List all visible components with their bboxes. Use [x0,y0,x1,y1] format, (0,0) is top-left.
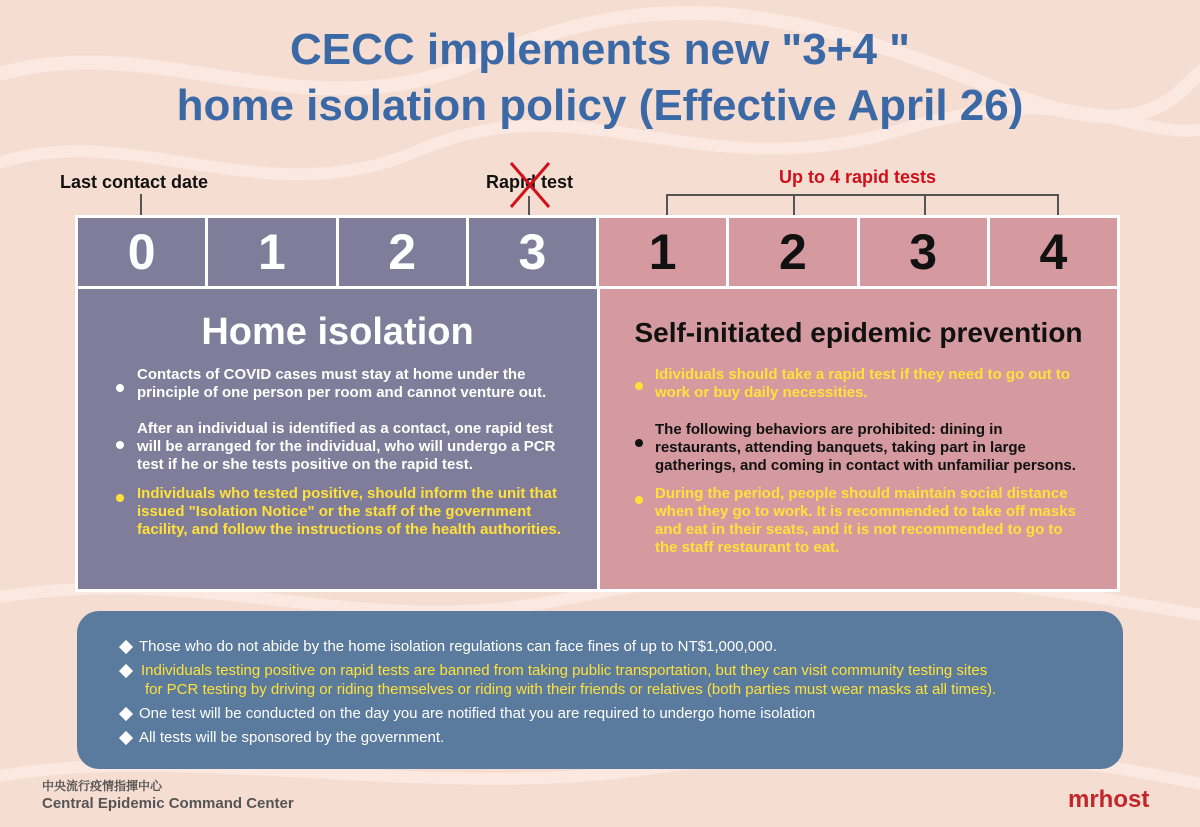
day-cell: 3 [860,218,987,286]
bracket-tick-1 [666,194,668,216]
last-contact-date-label: Last contact date [60,172,209,192]
bullet-dot [635,496,643,504]
bullet-dot [116,441,124,449]
self-bullet-1: Idividuals should take a rapid test if they need to go out to work or buy daily necessities. [655,366,1071,401]
self-bullet-2: The following behaviors are prohibited: dining in restaurants, attending banquets, taking part in large gatherings, and coming in contact with unfamiliar persons. [655,421,1076,474]
self-prevention-panel [600,289,1117,589]
last-contact-tick [140,194,142,216]
home-isolation-title: Home isolation [201,311,474,353]
day-cell: 3 [469,218,596,286]
title-line-1: CECC implements new "3+4 " [289,25,911,74]
bracket-line [666,194,1059,196]
self-prevention-title: Self-initiated epidemic prevention [634,317,1083,348]
rapid-test-label: Rapid test [486,172,574,192]
cecc-chinese-name: 中央流行疫情指揮中心 [42,779,163,793]
home-isolation-panel [78,289,597,589]
isolation-bullet-3: Individuals who tested positive, should inform the unit that issued "Isolation Notice" or the staff of the government facility, and follow the instructions of the health authorities. [137,485,561,538]
isolation-bullet-2: After an individual is identified as a contact, one rapid test will be arranged for the individual, who will undergo a PCR test if he or she tests positive on the rapid test. [137,420,556,473]
bullet-dot [116,494,124,502]
day-timeline [75,215,1120,289]
bracket-tick-4 [1057,194,1059,216]
isolation-bullet-1: Contacts of COVID cases must stay at home under the principle of one person per room and cannot venture out. [137,366,547,401]
mrhost-logo: mrhost [1068,786,1150,813]
page-title [0,22,1200,134]
up-to-4-rapid-tests-label: Up to 4 rapid tests [779,167,937,187]
crossed-out-icon [508,160,552,210]
notice-sponsored: All tests will be sponsored by the government. [139,729,445,746]
bullet-dot [635,382,643,390]
day-cell: 0 [78,218,205,286]
day-cell: 2 [339,218,466,286]
day-cell: 2 [729,218,856,286]
bullet-dot [635,439,643,447]
cecc-english-name: Central Epidemic Command Center [42,795,294,812]
diamond-bullet-icon [119,640,133,654]
bullet-dot [116,384,124,392]
diamond-bullet-icon [119,707,133,721]
bracket-tick-2 [793,194,795,216]
day-cell: 1 [208,218,335,286]
policy-panels [75,286,1120,592]
title-line-2: home isolation policy (Effective April 26) [176,81,1024,130]
notice-fines: Those who do not abide by the home isolation regulations can face fines of up to NT$1,000,000. [139,638,777,655]
day-cell: 4 [990,218,1117,286]
day-cell: 1 [599,218,726,286]
diamond-bullet-icon [119,731,133,745]
notice-transport-line-2: for PCR testing by driving or riding themselves or riding with their friends or relatives (both parties must wear masks at all times). [145,681,997,698]
notice-transport-line-1: Individuals testing positive on rapid tests are banned from taking public transportation, but they can visit community testing sites [141,662,988,679]
diamond-bullet-icon [119,664,133,678]
rapid-test-tick [528,196,530,216]
self-bullet-3: During the period, people should maintain social distance when they go to work. It is recommended to take off masks and eat in their seats, and it is not recommended to go to the staff restaurant to eat. [655,485,1076,556]
notice-test-day: One test will be conducted on the day you are notified that you are required to undergo home isolation [139,705,816,722]
notices-box [77,611,1123,769]
bracket-tick-3 [924,194,926,216]
